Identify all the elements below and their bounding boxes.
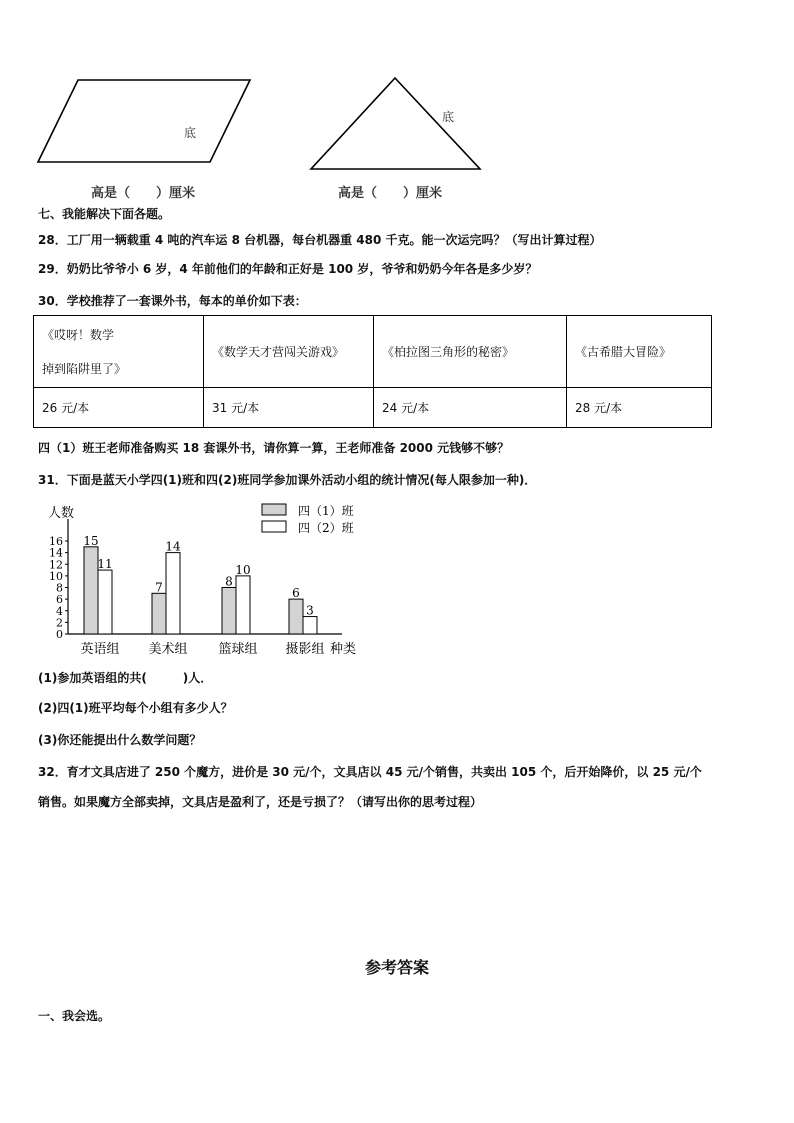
- category-label: 英语组: [80, 642, 120, 657]
- bar-value-label: 14: [165, 539, 181, 554]
- parallelogram-height-label: 高是（ ）厘米: [91, 186, 196, 201]
- bar-value-label: 6: [292, 586, 300, 601]
- bar-class2: [303, 617, 317, 634]
- y-tick-label: 8: [56, 581, 63, 595]
- section-7-heading: 七、我能解决下面各题。: [38, 207, 171, 221]
- y-tick-label: 10: [49, 569, 63, 583]
- bar-value-label: 8: [225, 574, 233, 589]
- book-title-cell: 《数学天才营闯关游戏》: [204, 316, 374, 388]
- legend-swatch: [262, 521, 286, 532]
- y-tick-label: 16: [49, 535, 63, 548]
- question-29: 29．奶奶比爷爷小 6 岁，4 年前他们的年龄和正好是 100 岁，爷爷和奶奶今年各是多少岁？: [38, 262, 538, 276]
- bar-class1: [222, 588, 236, 635]
- question-30-intro: 30．学校推荐了一套课外书，每本的单价如下表：: [38, 294, 307, 308]
- x-axis-label: 种类: [330, 642, 357, 657]
- book-price-cell: 31 元/本: [204, 388, 374, 428]
- y-axis-label: 人数: [48, 506, 75, 521]
- legend-label: 四（1）班: [298, 504, 354, 518]
- book-title-line1: 《哎呀！数学: [42, 327, 115, 342]
- question-31-sub1: (1)参加英语组的共( )人．: [38, 671, 213, 685]
- triangle-height-label: 高是（ ）厘米: [338, 186, 443, 201]
- book-price-cell: 26 元/本: [34, 388, 204, 428]
- activity-bar-chart: [40, 497, 380, 659]
- book-price-row: [34, 388, 712, 428]
- bar-class1: [289, 599, 303, 634]
- question-30-question: 四（1）班王老师准备购买 18 套课外书，请你算一算，王老师准备 2000 元钱够不够？: [38, 441, 510, 455]
- answers-section-1: 一、我会选。: [38, 1009, 111, 1023]
- category-label: 篮球组: [218, 642, 258, 657]
- triangle-shape: [311, 78, 480, 169]
- bar-class2: [98, 570, 112, 634]
- parallelogram-side-label: 底: [184, 126, 197, 140]
- y-tick-label: 0: [56, 628, 63, 641]
- book-title-cell: [34, 316, 204, 388]
- question-32-line1: 32．育才文具店进了 250 个魔方，进价是 30 元/个，文具店以 45 元/个销售，共卖出 105 个，后开始降价，以 25 元/个: [38, 765, 702, 779]
- bar-value-label: 10: [235, 562, 251, 577]
- book-title-line2: 掉到陷阱里了》: [42, 361, 127, 376]
- question-31-intro: 31．下面是蓝天小学四(1)班和四(2)班同学参加课外活动小组的统计情况(每人限参加一种)．: [38, 473, 537, 487]
- question-31-sub2: (2)四(1)班平均每个小组有多少人？: [38, 701, 233, 715]
- bar-value-label: 11: [97, 557, 113, 572]
- geometry-figures: [30, 72, 490, 177]
- question-28: 28．工厂用一辆载重 4 吨的汽车运 8 台机器，每台机器重 480 千克。能一次运完吗？（写出计算过程）: [38, 233, 602, 247]
- legend-swatch: [262, 504, 286, 515]
- y-tick-label: 4: [56, 604, 63, 618]
- y-tick-label: 12: [49, 558, 63, 572]
- book-title-cell: 《古希腊大冒险》: [567, 316, 712, 388]
- book-title-row: [34, 316, 712, 388]
- triangle-side-label: 底: [442, 110, 455, 124]
- bar-class1: [84, 547, 98, 634]
- bar-class2: [236, 576, 250, 634]
- bar-class2: [166, 553, 180, 634]
- question-31-sub3: (3)你还能提出什么数学问题？: [38, 733, 202, 747]
- bar-value-label: 15: [83, 533, 99, 548]
- book-title-cell: 《柏拉图三角形的秘密》: [374, 316, 567, 388]
- category-label: 摄影组: [285, 642, 325, 657]
- y-tick-label: 2: [56, 616, 63, 630]
- bar-class1: [152, 593, 166, 634]
- bar-value-label: 3: [306, 603, 314, 618]
- bar-value-label: 7: [155, 580, 163, 595]
- legend-label: 四（2）班: [298, 521, 354, 535]
- book-price-table: [33, 315, 712, 428]
- question-32-line2: 销售。如果魔方全部卖掉，文具店是盈利了，还是亏损了？（请写出你的思考过程）: [38, 795, 483, 809]
- y-tick-label: 14: [49, 546, 63, 560]
- book-price-cell: 28 元/本: [567, 388, 712, 428]
- y-tick-label: 6: [56, 593, 63, 607]
- answers-title: 参考答案: [364, 958, 429, 977]
- book-price-cell: 24 元/本: [374, 388, 567, 428]
- category-label: 美术组: [148, 642, 188, 657]
- parallelogram-shape: [38, 80, 250, 162]
